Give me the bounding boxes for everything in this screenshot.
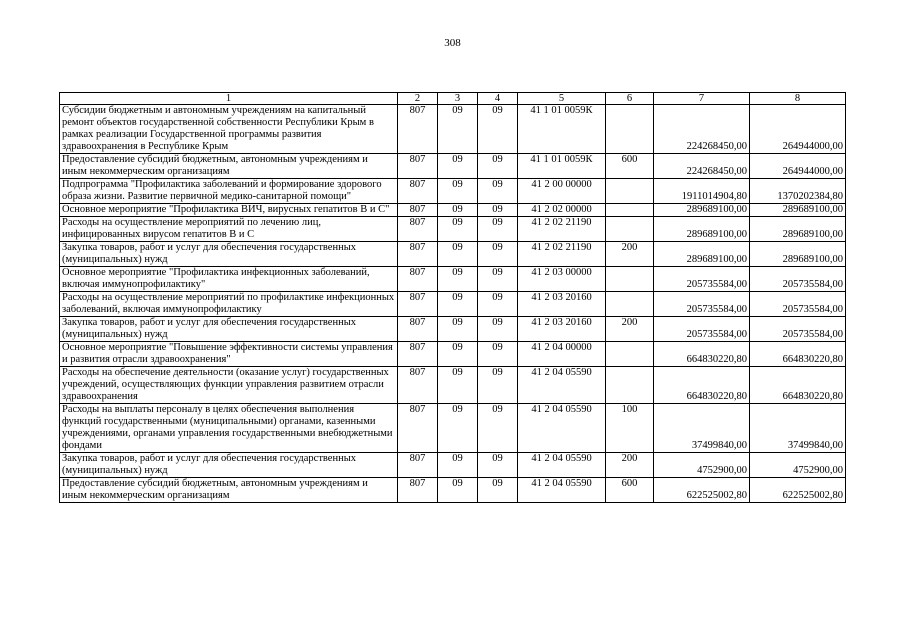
row-section-code: 09 [438, 317, 478, 342]
table-row [60, 453, 846, 478]
row-subsection-code: 09 [478, 317, 518, 342]
row-amount-year1: 205735584,00 [654, 317, 750, 342]
row-description: Расходы на выплаты персоналу в целях обеспечения выполнения функций государственными (муниципальными) органами, казенными учреждениями, органами управления государственными внебюджетными фондами [60, 404, 398, 453]
row-ministry-code: 807 [398, 453, 438, 478]
row-ministry-code: 807 [398, 242, 438, 267]
row-amount-year1: 37499840,00 [654, 404, 750, 453]
row-ministry-code: 807 [398, 342, 438, 367]
row-target-code: 41 2 00 00000 [518, 179, 606, 204]
row-target-code: 41 2 02 21190 [518, 242, 606, 267]
row-target-code: 41 2 03 20160 [518, 292, 606, 317]
table-row [60, 404, 846, 453]
row-expense-type [606, 267, 654, 292]
row-section-code: 09 [438, 204, 478, 217]
row-ministry-code: 807 [398, 105, 438, 154]
row-subsection-code: 09 [478, 105, 518, 154]
row-target-code: 41 2 04 00000 [518, 342, 606, 367]
row-amount-year2: 264944000,00 [750, 154, 846, 179]
row-description: Закупка товаров, работ и услуг для обеспечения государственных (муниципальных) нужд [60, 453, 398, 478]
row-amount-year1: 289689100,00 [654, 242, 750, 267]
row-section-code: 09 [438, 342, 478, 367]
row-amount-year2: 264944000,00 [750, 105, 846, 154]
row-amount-year1: 4752900,00 [654, 453, 750, 478]
row-expense-type [606, 342, 654, 367]
row-section-code: 09 [438, 154, 478, 179]
row-amount-year1: 622525002,80 [654, 478, 750, 503]
row-subsection-code: 09 [478, 267, 518, 292]
row-subsection-code: 09 [478, 292, 518, 317]
row-expense-type: 600 [606, 154, 654, 179]
table-row [60, 478, 846, 503]
row-amount-year2: 289689100,00 [750, 242, 846, 267]
row-description: Расходы на обеспечение деятельности (оказание услуг) государственных учреждений, осуществляющих функции управления развитием отрасли здравоохранения [60, 367, 398, 404]
row-section-code: 09 [438, 217, 478, 242]
row-expense-type [606, 217, 654, 242]
row-subsection-code: 09 [478, 367, 518, 404]
row-amount-year2: 664830220,80 [750, 342, 846, 367]
row-section-code: 09 [438, 267, 478, 292]
row-amount-year2: 37499840,00 [750, 404, 846, 453]
row-section-code: 09 [438, 179, 478, 204]
row-ministry-code: 807 [398, 204, 438, 217]
row-ministry-code: 807 [398, 317, 438, 342]
row-amount-year2: 205735584,00 [750, 267, 846, 292]
row-amount-year2: 622525002,80 [750, 478, 846, 503]
header-cell: 5 [518, 93, 606, 105]
row-target-code: 41 2 04 05590 [518, 404, 606, 453]
row-amount-year1: 205735584,00 [654, 292, 750, 317]
row-expense-type: 200 [606, 453, 654, 478]
header-cell: 8 [750, 93, 846, 105]
row-subsection-code: 09 [478, 453, 518, 478]
table-row [60, 154, 846, 179]
row-expense-type [606, 367, 654, 404]
header-cell: 4 [478, 93, 518, 105]
row-amount-year2: 4752900,00 [750, 453, 846, 478]
row-amount-year1: 664830220,80 [654, 342, 750, 367]
row-target-code: 41 2 02 21190 [518, 217, 606, 242]
row-description: Предоставление субсидий бюджетным, автономным учреждениям и иным некоммерческим организациям [60, 154, 398, 179]
table-row [60, 292, 846, 317]
table-row [60, 105, 846, 154]
row-ministry-code: 807 [398, 154, 438, 179]
row-description: Закупка товаров, работ и услуг для обеспечения государственных (муниципальных) нужд [60, 242, 398, 267]
row-amount-year1: 289689100,00 [654, 204, 750, 217]
table-row [60, 267, 846, 292]
row-target-code: 41 2 04 05590 [518, 367, 606, 404]
row-expense-type: 600 [606, 478, 654, 503]
row-subsection-code: 09 [478, 342, 518, 367]
table-row [60, 367, 846, 404]
row-section-code: 09 [438, 404, 478, 453]
row-target-code: 41 1 01 0059К [518, 105, 606, 154]
header-cell: 3 [438, 93, 478, 105]
row-amount-year1: 224268450,00 [654, 105, 750, 154]
row-amount-year1: 289689100,00 [654, 217, 750, 242]
row-target-code: 41 2 02 00000 [518, 204, 606, 217]
row-amount-year1: 224268450,00 [654, 154, 750, 179]
row-amount-year1: 664830220,80 [654, 367, 750, 404]
row-ministry-code: 807 [398, 367, 438, 404]
row-section-code: 09 [438, 292, 478, 317]
row-expense-type [606, 204, 654, 217]
row-amount-year2: 289689100,00 [750, 204, 846, 217]
row-subsection-code: 09 [478, 179, 518, 204]
table-row [60, 217, 846, 242]
row-expense-type: 100 [606, 404, 654, 453]
row-ministry-code: 807 [398, 292, 438, 317]
row-ministry-code: 807 [398, 267, 438, 292]
table-row [60, 342, 846, 367]
row-expense-type: 200 [606, 242, 654, 267]
row-subsection-code: 09 [478, 242, 518, 267]
row-amount-year2: 289689100,00 [750, 217, 846, 242]
row-expense-type: 200 [606, 317, 654, 342]
header-cell: 1 [60, 93, 398, 105]
page-number: 308 [444, 37, 461, 49]
row-target-code: 41 2 04 05590 [518, 478, 606, 503]
row-expense-type [606, 292, 654, 317]
table-row [60, 179, 846, 204]
row-subsection-code: 09 [478, 478, 518, 503]
row-subsection-code: 09 [478, 217, 518, 242]
row-description: Подпрограмма "Профилактика заболеваний и формирование здорового образа жизни. Развитие первичной медико-санитарной помощи" [60, 179, 398, 204]
header-cell: 7 [654, 93, 750, 105]
budget-table [59, 92, 846, 503]
row-expense-type [606, 179, 654, 204]
row-description: Основное мероприятие "Профилактика ВИЧ, вирусных гепатитов В и С" [60, 204, 398, 217]
row-target-code: 41 1 01 0059К [518, 154, 606, 179]
row-description: Закупка товаров, работ и услуг для обеспечения государственных (муниципальных) нужд [60, 317, 398, 342]
table-body [60, 105, 846, 503]
row-subsection-code: 09 [478, 154, 518, 179]
row-description: Основное мероприятие "Повышение эффективности системы управления и развития отрасли здравоохранения" [60, 342, 398, 367]
row-amount-year1: 205735584,00 [654, 267, 750, 292]
row-section-code: 09 [438, 367, 478, 404]
row-subsection-code: 09 [478, 404, 518, 453]
row-ministry-code: 807 [398, 179, 438, 204]
row-amount-year2: 205735584,00 [750, 317, 846, 342]
row-subsection-code: 09 [478, 204, 518, 217]
table-row [60, 242, 846, 267]
row-target-code: 41 2 04 05590 [518, 453, 606, 478]
row-amount-year2: 205735584,00 [750, 292, 846, 317]
row-section-code: 09 [438, 478, 478, 503]
row-expense-type [606, 105, 654, 154]
table-row [60, 204, 846, 217]
row-ministry-code: 807 [398, 404, 438, 453]
row-amount-year1: 1911014904,80 [654, 179, 750, 204]
row-description: Основное мероприятие "Профилактика инфекционных заболеваний, включая иммунопрофилактику" [60, 267, 398, 292]
row-description: Субсидии бюджетным и автономным учреждениям на капитальный ремонт объектов государственной собственности Республики Крым в рамках реализации Государственной программы развития здравоохранения в Республике Крым [60, 105, 398, 154]
row-ministry-code: 807 [398, 478, 438, 503]
header-row [60, 93, 846, 105]
row-target-code: 41 2 03 00000 [518, 267, 606, 292]
header-cell: 2 [398, 93, 438, 105]
row-description: Расходы на осуществление мероприятий по профилактике инфекционных заболеваний, включая иммунопрофилактику [60, 292, 398, 317]
row-amount-year2: 664830220,80 [750, 367, 846, 404]
row-description: Предоставление субсидий бюджетным, автономным учреждениям и иным некоммерческим организациям [60, 478, 398, 503]
row-section-code: 09 [438, 242, 478, 267]
header-cell: 6 [606, 93, 654, 105]
row-target-code: 41 2 03 20160 [518, 317, 606, 342]
table-row [60, 317, 846, 342]
row-section-code: 09 [438, 105, 478, 154]
row-amount-year2: 1370202384,80 [750, 179, 846, 204]
row-section-code: 09 [438, 453, 478, 478]
row-description: Расходы на осуществление мероприятий по лечению лиц, инфицированных вирусом гепатитов В и С [60, 217, 398, 242]
row-ministry-code: 807 [398, 217, 438, 242]
